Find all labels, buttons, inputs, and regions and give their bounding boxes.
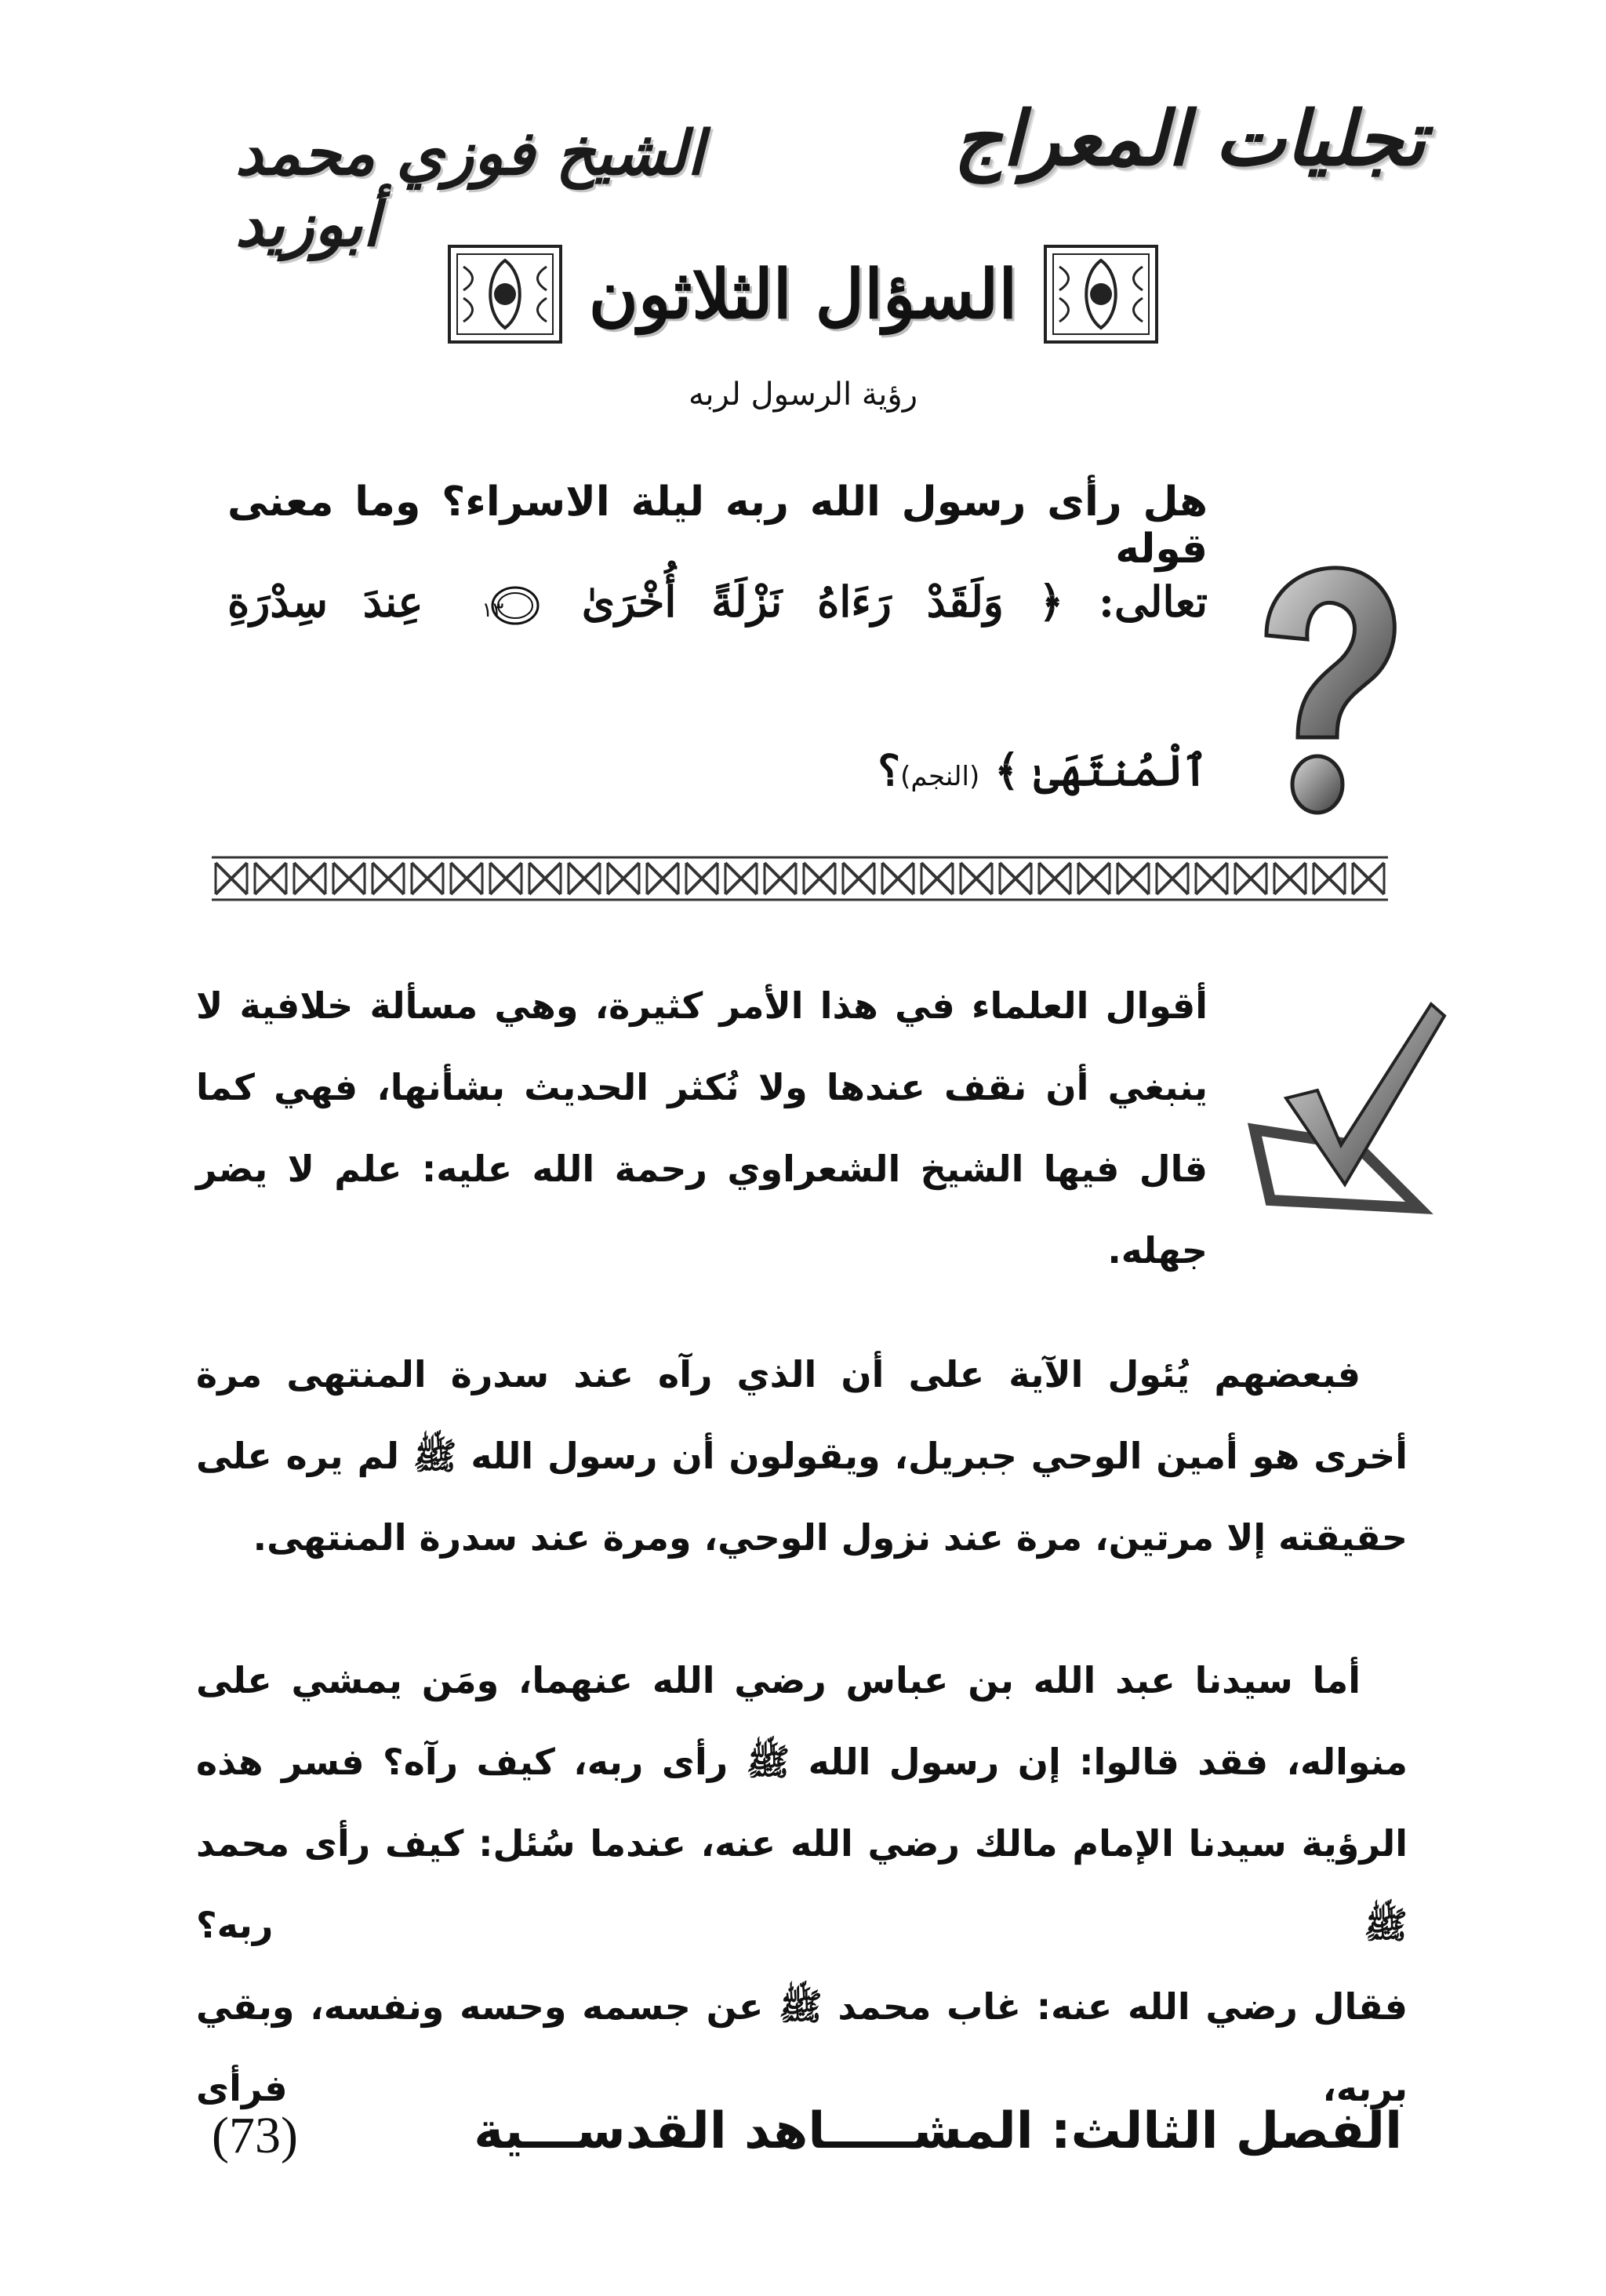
checkmark-icon: [1239, 981, 1451, 1216]
answer-paragraph-1: [196, 965, 1208, 1291]
para1-line-2: ينبغي أن نقف عندها ولا نُكثر الحديث بشأنها، فهي كما: [196, 1066, 1208, 1108]
para3-line-2: منواله، فقد قالوا: إن رسول الله ﷺ رأى ربه، كيف رآه؟ فسر هذه: [196, 1741, 1408, 1783]
answer-paragraph-3: [196, 1639, 1408, 2129]
ayah-marker-icon: [490, 584, 540, 627]
para3-line-1: أما سيدنا عبد الله بن عباس رضي الله عنهما، ومَن يمشي على: [196, 1659, 1361, 1701]
question-line-2-end: عِندَ سِدْرَةِ: [227, 577, 423, 627]
question-line-3: [227, 745, 1208, 795]
para2-line-3: حقيقته إلا مرتين، مرة عند نزول الوحي، ومرة عند سدرة المنتهى.: [253, 1516, 1408, 1559]
para2-line-1: فبعضهم يُئول الآية على أن الذي رآه عند سدرة المنتهى مرة: [196, 1353, 1361, 1395]
question-line-2-start: تعالى: ﴿ وَلَقَدْ رَءَاهُ نَزْلَةً أُخْرَىٰ: [581, 577, 1208, 627]
ornament-left-icon: [446, 243, 564, 345]
surah-reference: (النجم): [900, 761, 980, 792]
ornamental-divider: [212, 855, 1388, 902]
ayah-number: ١٣: [481, 599, 504, 622]
question-line-3-verse: ٱلْمُنتَهَىٰ ﴾: [994, 745, 1208, 795]
para1-line-1: أقوال العلماء في هذا الأمر كثيرة، وهي مسألة خلافية لا: [196, 984, 1208, 1027]
chapter-title: الفصل الثالث: المشـــــاهد القدســـية: [474, 2102, 1402, 2160]
author-name: الشيخ فوزي محمد أبوزيد: [235, 118, 704, 260]
question-subtitle: رؤية الرسول لربه: [688, 377, 918, 413]
question-line-3-end: ؟: [877, 745, 901, 795]
question-line-2: [227, 577, 1208, 627]
para3-line-3: الرؤية سيدنا الإمام مالك رضي الله عنه، عندما سُئل: كيف رأى محمد ﷺ ربه؟: [196, 1822, 1408, 1946]
para1-line-4: جهله.: [1107, 1229, 1208, 1272]
para1-line-3: قال فيها الشيخ الشعراوي رحمة الله عليه: علم لا يضر: [196, 1148, 1208, 1190]
question-title-bar: [0, 235, 1606, 353]
question-title: السؤال الثلاثون: [588, 254, 1018, 334]
page-number: (73): [212, 2107, 298, 2164]
para3-line-4: فقال رضي الله عنه: غاب محمد ﷺ عن جسمه وحسه ونفسه، وبقي بربه، فرأى: [196, 1985, 1408, 2109]
answer-paragraph-2: [196, 1334, 1408, 1578]
ornament-right-icon: [1042, 243, 1160, 345]
book-title: تجليات المعراج: [954, 94, 1426, 183]
para2-line-2: أخرى هو أمين الوحي جبريل، ويقولون أن رسول الله ﷺ لم يره على: [196, 1435, 1408, 1477]
question-mark-icon: [1235, 549, 1415, 831]
question-line-1: هل رأى رسول الله ربه ليلة الاسراء؟ وما معنى قوله: [227, 478, 1208, 573]
